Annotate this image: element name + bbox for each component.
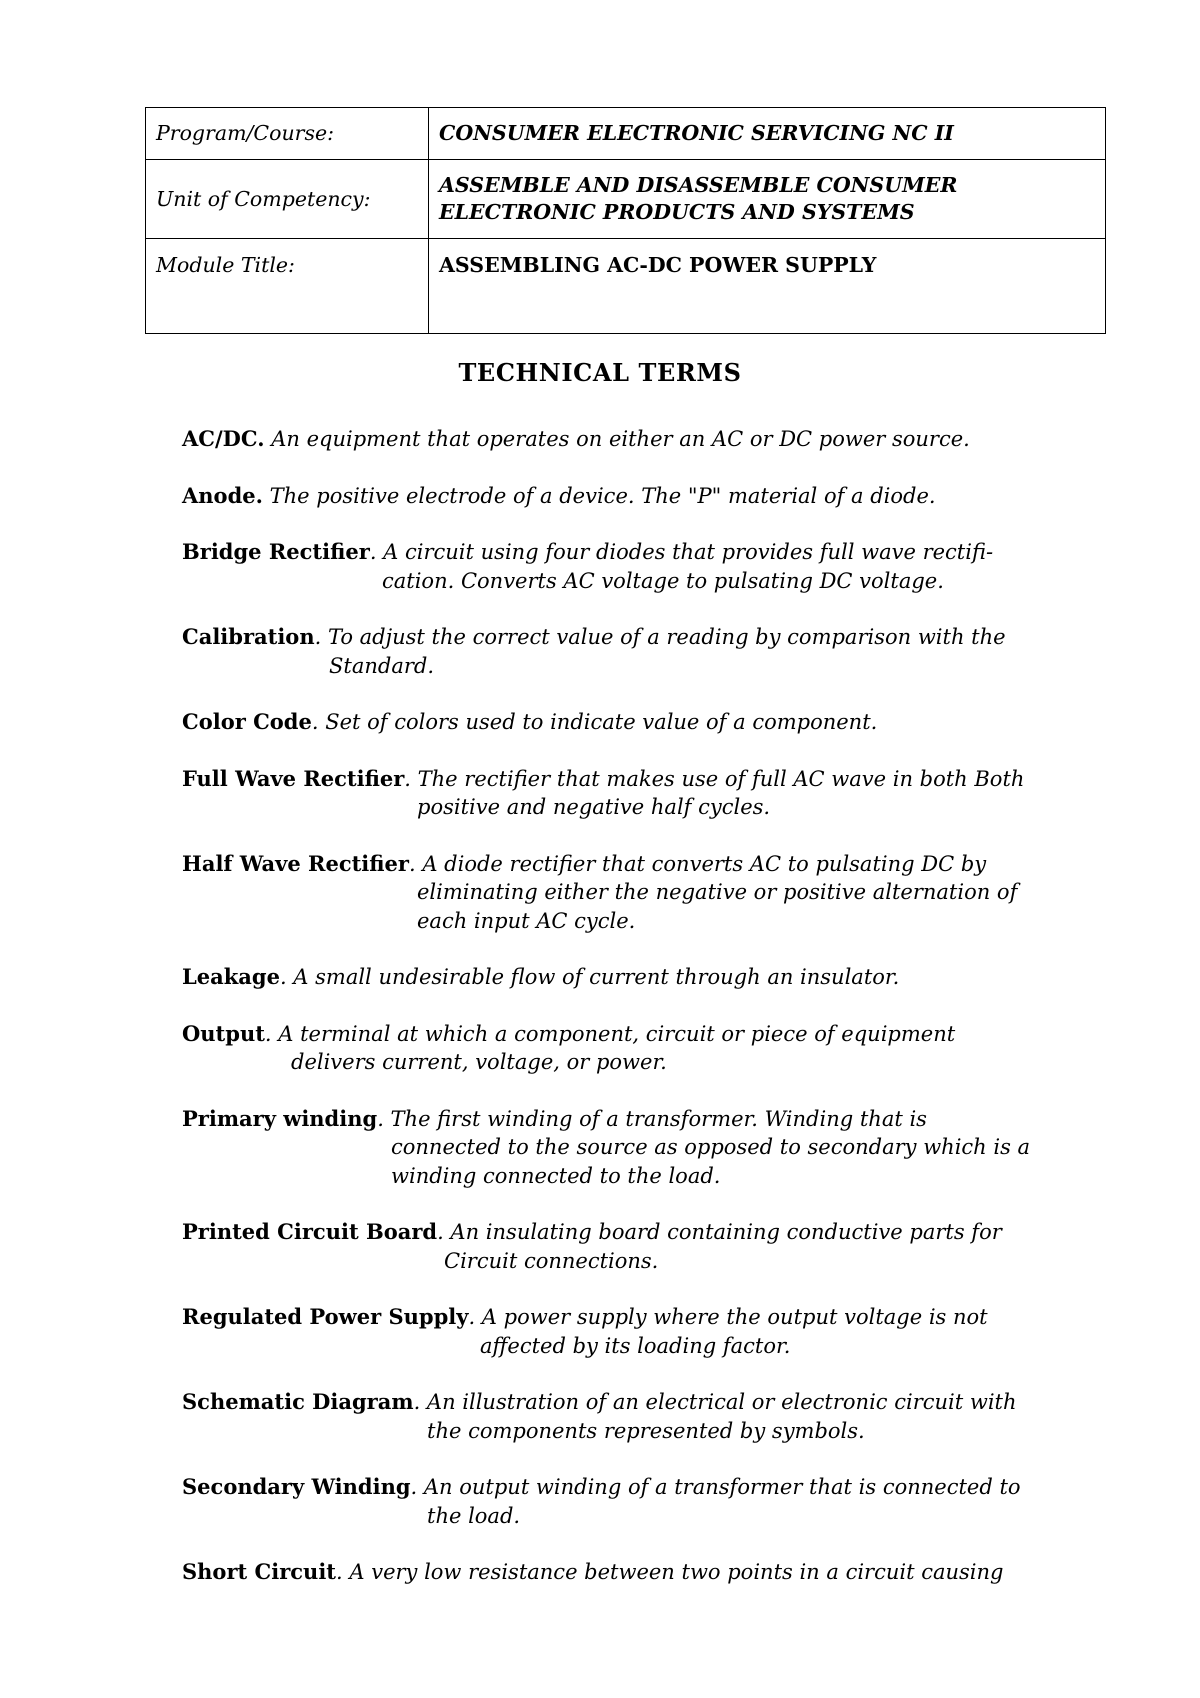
term-entry [182, 1558, 1102, 1587]
unit-of-competency-value-line-1: ASSEMBLE AND DISASSEMBLE CONSUMER [439, 173, 958, 197]
term-entry [182, 708, 1102, 737]
program-course-row [146, 108, 1106, 160]
term-name: Secondary Winding [182, 1474, 411, 1499]
term-entry [182, 1303, 1102, 1360]
term-definition: . An output winding of a transformer that is connected to [410, 1475, 1021, 1499]
term-definition-continuation: the load. [427, 1503, 521, 1528]
term-definition: . An illustration of an electrical or electronic circuit with [413, 1390, 1017, 1414]
term-definition: . Set of colors used to indicate value of a component. [311, 710, 878, 734]
term-definition: . The first winding of a transformer. Winding that is [377, 1106, 927, 1131]
term-name: Anode. [182, 482, 263, 508]
term-definition-continuation: winding connected to the load. [391, 1163, 721, 1188]
term-entry [182, 1473, 1102, 1530]
term-entry [182, 425, 1102, 454]
unit-of-competency-value-line-2: ELECTRONIC PRODUCTS AND SYSTEMS [439, 200, 915, 224]
term-definition-continuation: Standard. [329, 653, 434, 678]
unit-of-competency-value [429, 160, 1106, 239]
technical-terms-list [182, 425, 1102, 1615]
term-definition: . A diode rectifier that converts AC to pulsating DC by [408, 851, 987, 876]
term-name: Schematic Diagram [182, 1389, 414, 1414]
term-definition-continuation: affected by its loading factor. [480, 1333, 791, 1358]
term-definition: . The rectifier that makes use of full AC wave in both Both [404, 766, 1025, 791]
term-definition: An equipment that operates on either an AC or DC power source. [264, 427, 970, 451]
program-course-value: CONSUMER ELECTRONIC SERVICING NC II [429, 108, 1106, 160]
module-title-value: ASSEMBLING AC-DC POWER SUPPLY [429, 239, 1106, 334]
term-definition-continuation: connected to the source as opposed to secondary which is a [391, 1135, 1031, 1159]
term-definition-continuation: delivers current, voltage, or power. [291, 1050, 667, 1074]
term-definition: . A power supply where the output voltage is not [468, 1305, 988, 1329]
term-definition: . A terminal at which a component, circuit or piece of equipment [264, 1021, 956, 1046]
term-definition: . To adjust the correct value of a reading by comparison with the [314, 625, 1006, 649]
term-entry [182, 1020, 1102, 1077]
term-definition: . An insulating board containing conductive parts for [437, 1220, 1002, 1244]
term-definition: . A circuit using four diodes that provides full wave rectifi- [369, 540, 994, 564]
term-entry [182, 1388, 1102, 1445]
term-entry [182, 1105, 1102, 1191]
term-name: AC/DC. [182, 426, 265, 451]
term-entry [182, 850, 1102, 936]
term-definition: . A very low resistance between two points in a circuit causing [336, 1560, 1004, 1584]
term-definition-continuation: positive and negative half cycles. [417, 795, 771, 819]
unit-of-competency-label: Unit of Competency: [146, 160, 429, 239]
term-name: Output [182, 1020, 265, 1046]
term-definition-continuation: eliminating either the negative or positive alternation of [417, 880, 1018, 904]
term-entry [182, 765, 1102, 822]
term-definition: . A small undesirable flow of current through an insulator. [279, 965, 900, 989]
term-definition-continuation: the components represented by symbols. [427, 1418, 865, 1443]
section-title: TECHNICAL TERMS [458, 358, 742, 387]
term-name: Regulated Power Supply [182, 1304, 469, 1329]
term-definition-continuation: cation. Converts AC voltage to pulsating DC voltage. [382, 568, 944, 593]
term-name: Printed Circuit Board [182, 1219, 438, 1244]
term-name: Bridge Rectifier [182, 539, 370, 564]
term-entry [182, 1218, 1102, 1275]
term-entry [182, 482, 1102, 511]
term-definition: The positive electrode of a device. The "P" material of a diode. [262, 483, 936, 508]
term-name: Half Wave Rectifier [182, 850, 409, 876]
module-info-table [145, 107, 1106, 334]
term-name: Primary winding [182, 1105, 378, 1131]
term-name: Short Circuit [182, 1559, 337, 1584]
term-name: Leakage [182, 964, 280, 989]
term-entry [182, 623, 1102, 680]
term-name: Color Code [182, 709, 312, 734]
module-title-label: Module Title: [146, 239, 429, 334]
unit-of-competency-row [146, 160, 1106, 239]
term-entry [182, 963, 1102, 992]
module-title-row [146, 239, 1106, 334]
term-name: Full Wave Rectifier [182, 765, 405, 791]
term-entry [182, 538, 1102, 595]
term-definition-continuation: each input AC cycle. [417, 908, 636, 933]
program-course-label: Program/Course: [146, 108, 429, 160]
term-definition-continuation: Circuit connections. [444, 1248, 659, 1273]
term-name: Calibration [182, 624, 315, 649]
